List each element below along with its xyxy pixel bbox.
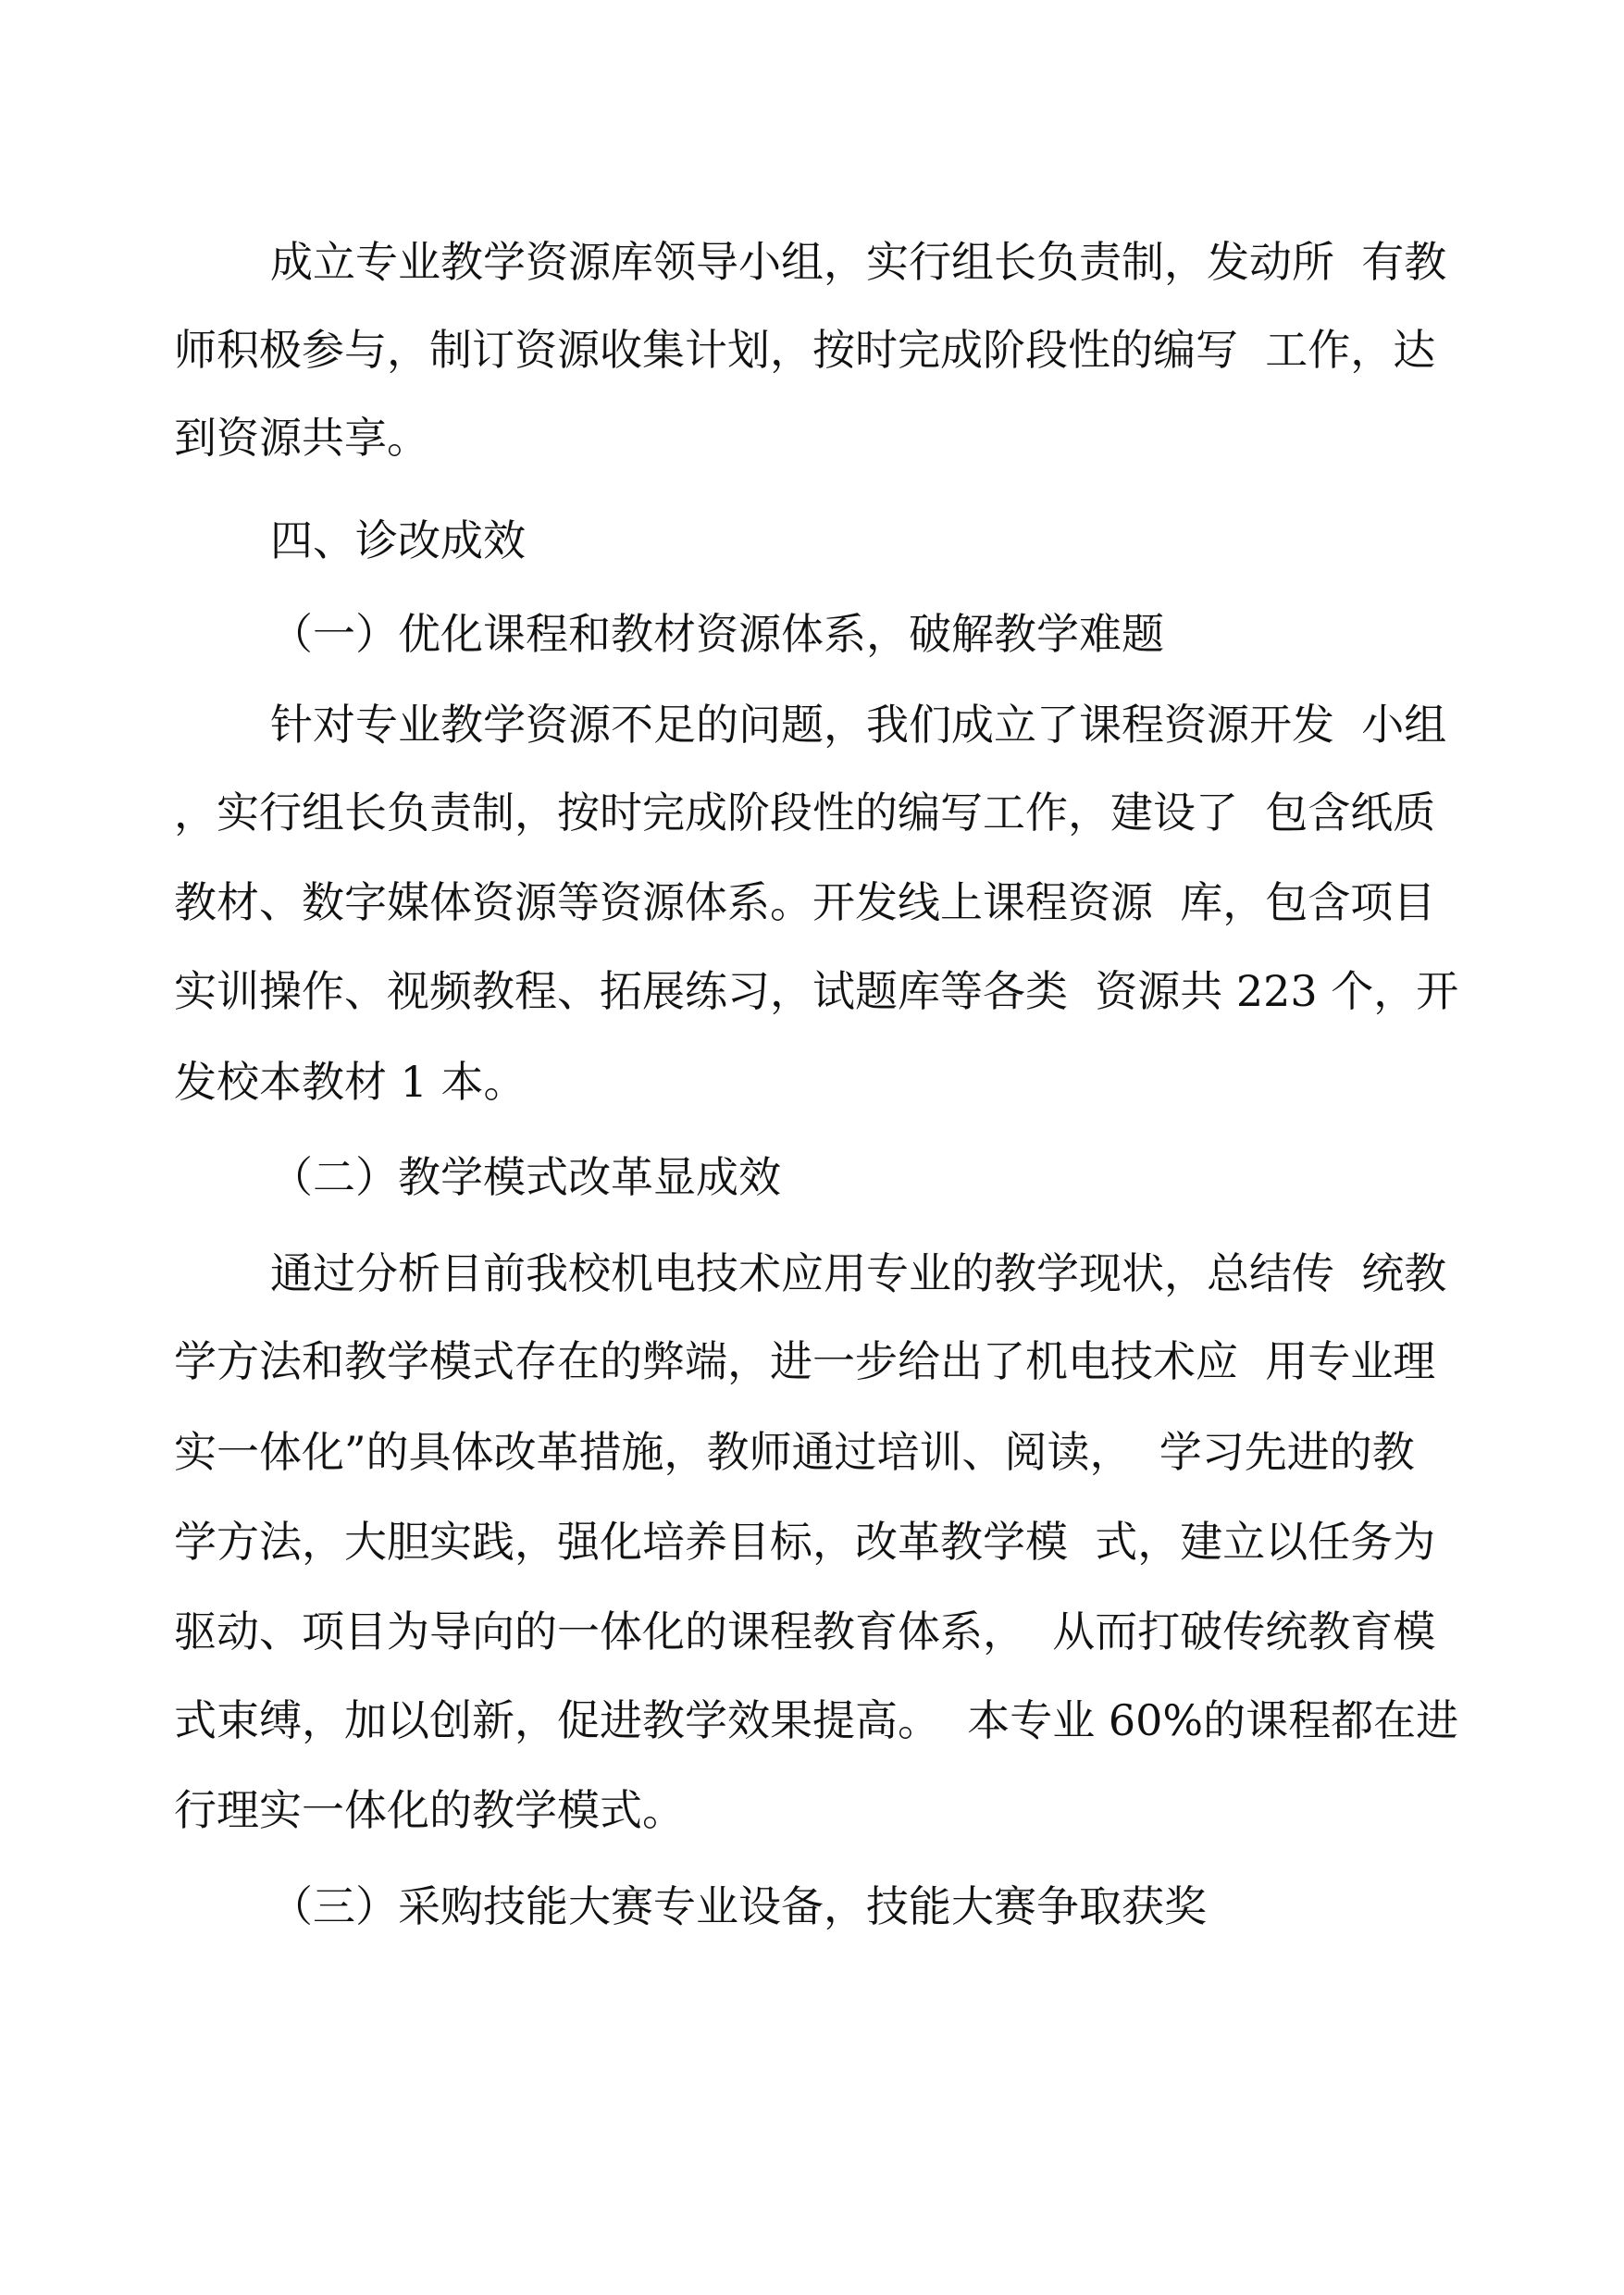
text-line: 教材、数字媒体资源等资源体系。开发线上课程资源 库，包含项目	[174, 877, 1436, 927]
text-line: 师积极参与，制订资源收集计划，按时完成阶段性的编写 工作，达	[174, 325, 1436, 375]
text-line: 式束缚，加以创新，促进教学效果提高。 本专业 60%的课程都在进	[174, 1695, 1459, 1745]
text-line: ，实行组长负责制，按时完成阶段性的编写工作，建设了 包含纸质	[174, 788, 1436, 837]
subsection-heading: （二）教学模式改革显成效	[270, 1152, 781, 1202]
text-line: 针对专业教学资源不足的问题，我们成立了课程资源开发 小组	[270, 700, 1447, 750]
subsection-heading: （三）采购技能大赛专业设备，技能大赛争取获奖	[270, 1881, 1207, 1931]
text-line: 发校本教材 1 本。	[174, 1057, 527, 1107]
text-line: 到资源共享。	[174, 413, 429, 463]
text-line: 实训操作、视频教程、拓展练习，试题库等各类 资源共 223 个，开	[174, 966, 1459, 1016]
text-line: 学方法和教学模式存在的弊端，进一步给出了机电技术应 用专业理	[174, 1336, 1436, 1386]
text-line: 通过分析目前我校机电技术应用专业的教学现状，总结传 统教	[270, 1248, 1447, 1298]
subsection-heading: （一）优化课程和教材资源体系，破解教学难题	[270, 609, 1164, 659]
text-line: 驱动、项目为导向的一体化的课程教育体系， 从而打破传统教育模	[174, 1606, 1436, 1656]
text-line: 成立专业教学资源库领导小组，实行组长负责制，发动所 有教	[270, 237, 1447, 287]
text-line: 行理实一体化的教学模式。	[174, 1785, 685, 1835]
text-line: 学方法，大胆实践，强化培养目标，改革教学模 式，建立以任务为	[174, 1517, 1436, 1567]
section-heading: 四、诊改成效	[270, 515, 526, 565]
text-line: 实一体化”的具体改革措施，教师通过培训、阅读， 学习先进的教	[174, 1427, 1415, 1477]
